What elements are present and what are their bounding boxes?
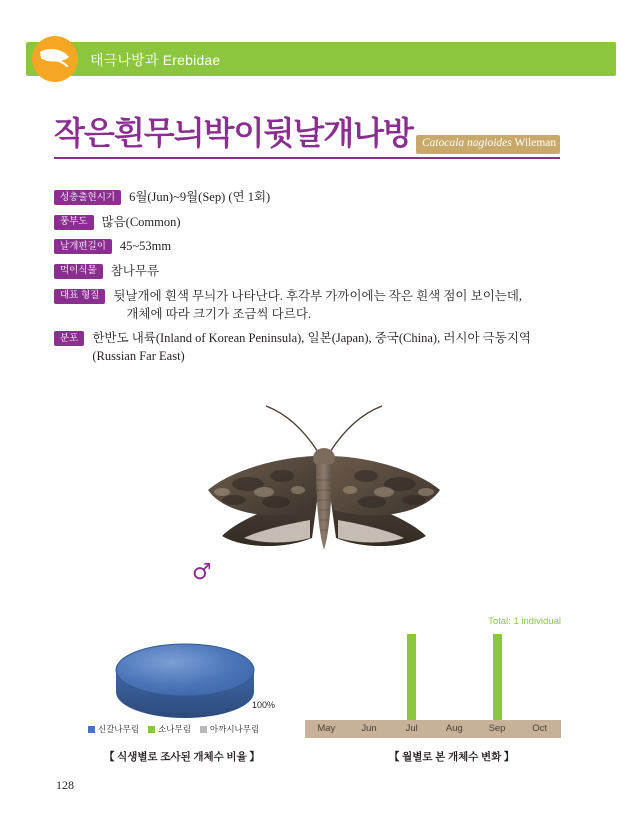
family-title: 태극나방과 Erebidae	[90, 52, 221, 68]
info-row	[54, 188, 574, 206]
sex-symbol: ♂	[192, 560, 212, 585]
info-tag: 분포	[54, 331, 84, 346]
bar-chart-caption: 【 월별로 본 개체수 변화 】	[389, 752, 515, 763]
bar-axis	[305, 720, 561, 738]
scientific-name-latin: Catocala nagioides	[422, 137, 512, 149]
legend-item	[148, 723, 191, 735]
legend-label: 아까시나무림	[209, 724, 260, 734]
bar-plot	[305, 634, 561, 720]
info-value: 많음(Common)	[101, 214, 181, 229]
info-list	[54, 188, 574, 372]
info-value: 참나무류	[110, 263, 160, 278]
legend-swatch-icon	[148, 726, 155, 733]
legend-swatch-icon	[200, 726, 207, 733]
species-korean-name: 작은흰무늬박이뒷날개나방	[54, 115, 413, 151]
info-tag: 먹이식물	[54, 264, 103, 279]
info-value-line2: (Russian Far East)	[92, 349, 185, 364]
info-row	[54, 262, 574, 280]
moth-illustration	[178, 398, 468, 598]
bar	[407, 634, 416, 720]
monthly-bar-chart	[305, 616, 561, 740]
axis-tick-label: Jul	[405, 723, 418, 734]
info-row	[54, 329, 574, 365]
pie-chart-caption: 【 식생별로 조사된 개체수 비율 】	[104, 752, 260, 763]
info-row	[54, 237, 574, 255]
bar-column	[433, 634, 476, 720]
info-value-block	[92, 329, 531, 365]
bar-column	[305, 634, 348, 720]
moth-icon	[32, 36, 78, 82]
title-divider	[54, 157, 560, 159]
pie-legend	[88, 723, 259, 735]
info-tag: 대표 형질	[54, 289, 105, 304]
bar-column	[390, 634, 433, 720]
info-value-line2: 개체에 따라 크기가 조금씩 다르다.	[126, 306, 312, 321]
info-tag: 풍부도	[54, 215, 94, 230]
axis-tick-label: Sep	[488, 723, 506, 734]
legend-item	[200, 723, 259, 735]
scientific-name-authority: Wileman	[514, 137, 557, 149]
bar	[493, 634, 502, 720]
specimen-photo	[178, 398, 468, 598]
legend-item	[88, 723, 139, 735]
pie-svg	[70, 618, 300, 738]
bar-column	[518, 634, 561, 720]
info-row	[54, 287, 574, 323]
bar-column	[476, 634, 519, 720]
page-number: 128	[56, 778, 74, 792]
bar-column	[348, 634, 391, 720]
info-tag: 날개편길이	[54, 239, 112, 254]
info-row	[54, 213, 574, 231]
info-value: 6월(Jun)~9월(Sep) (연 1회)	[129, 190, 271, 204]
axis-tick-label: Aug	[445, 723, 463, 734]
legend-swatch-icon	[88, 726, 95, 733]
axis-tick-label: Jun	[361, 723, 377, 734]
info-value-line1: 뒷날개에 흰색 무늬가 나타난다. 후각부 가까이에는 작은 흰색 점이 보이는데,	[113, 288, 523, 303]
scientific-name	[422, 137, 556, 149]
axis-tick-label: May	[317, 723, 336, 734]
legend-label: 소나무림	[158, 724, 191, 734]
info-value: 45~53mm	[119, 239, 172, 254]
info-tag: 성충출현시기	[54, 190, 121, 205]
info-value-line1: 한반도 내륙(Inland of Korean Peninsula), 일본(Japan), 중국(China), 러시아 극동지역	[92, 331, 531, 346]
moth-glyph	[38, 46, 72, 72]
info-value-block	[113, 287, 522, 323]
vegetation-pie-chart	[70, 618, 300, 738]
pie-data-label: 100%	[252, 700, 276, 710]
legend-label: 신갈나무림	[98, 724, 140, 734]
bar-total-annotation: Total: 1 individual	[488, 616, 561, 627]
axis-tick-label: Oct	[532, 723, 548, 734]
